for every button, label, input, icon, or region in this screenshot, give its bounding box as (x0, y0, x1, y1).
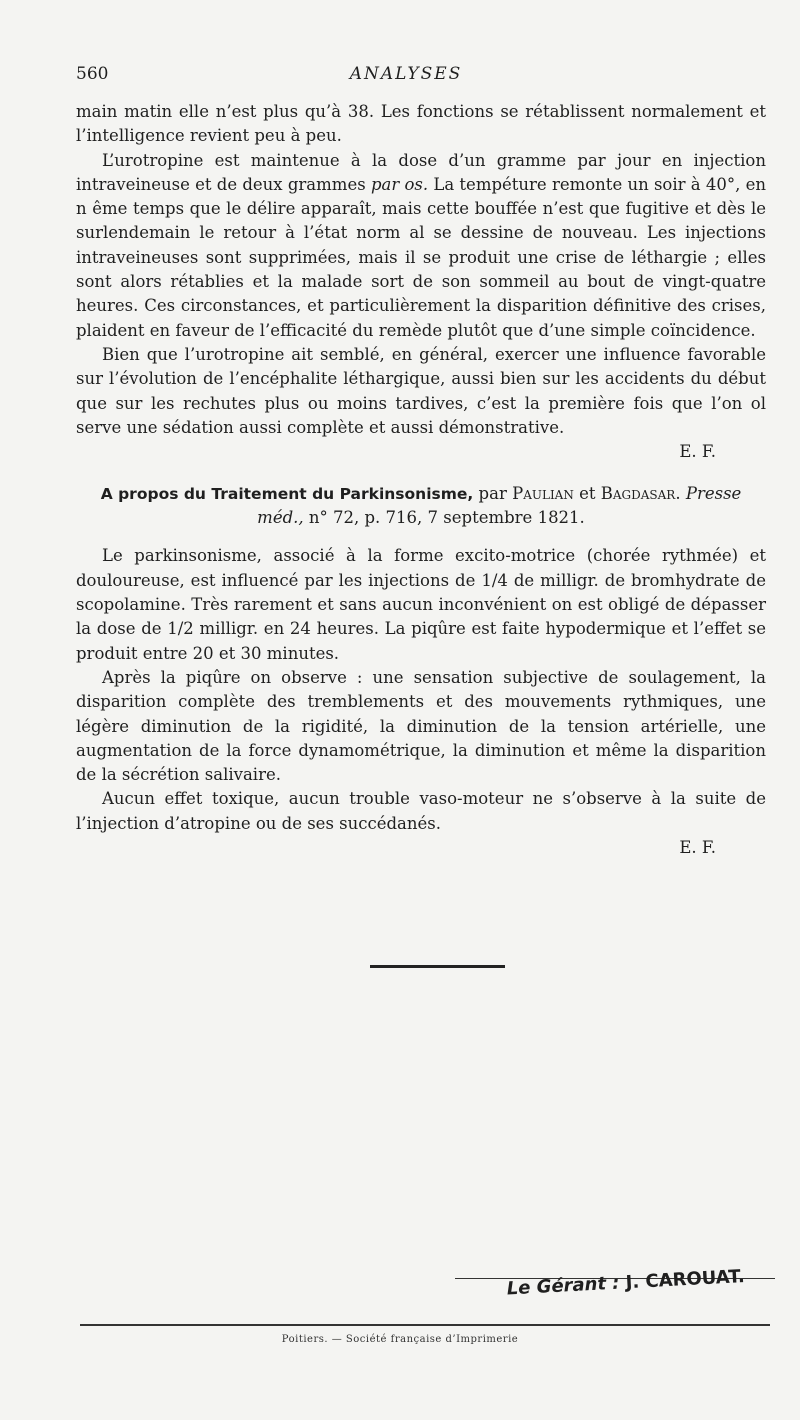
printer-imprint: Poitiers. — Société française d’Imprimerie (281, 1334, 519, 1345)
article-signature: E. F. (679, 838, 716, 858)
continuation-paragraph-1: main matin elle n’est plus qu’à 38. Les fonctions se rétablissent normalement et l’intelligence revient peu à peu. (76, 102, 766, 146)
gerant-signature: Le Gérant : J. CAROUAT. (506, 1266, 745, 1300)
continuation-paragraph-3: Bien que l’urotropine ait semblé, en général, exercer une influence favorable sur l’évolution de l’encéphalite léthargique, aussi bien sur les accidents du début que sur les rechutes plus ou moins tardives, c’est la première fois que l’on ol serve une sédation aussi complète et aussi démonstrative. (76, 344, 766, 437)
article-heading: A propos du Traitement du Parkinsonisme, par Paulian et Bagdasar. Presse méd., n° 72, p. 716, 7 septembre 1821. (100, 484, 742, 528)
author-1: Paulian (512, 484, 574, 504)
continuation-signature: E. F. (679, 442, 716, 462)
article-paragraph-1: Le parkinsonisme, associé à la forme excito-motrice (chorée rythmée) et douloureuse, est influencé par les injections de 1/4 de milligr. de bromhydrate de scopolamine. Très rarement et sans aucun inconvénient on est obligé de dépasser la dose de 1/2 milligr. en 24 heures. La piqûre est faite hypodermique et l’effet se produit entre 20 et 30 minutes. (76, 546, 766, 663)
gerant-block (455, 1262, 775, 1298)
footer-rule (80, 1324, 770, 1326)
running-header (76, 64, 736, 88)
article-paragraph-2: Après la piqûre on observe : une sensation subjective de soulagement, la disparition complète des tremblements et des mouvements rythmiques, une légère diminution de la rigidité, la diminution de la tension artérielle, une augmentation de la force dynamométrique, la diminution et même la disparition de la sécrétion salivaire. (76, 667, 766, 785)
journal-name: Presse méd., (257, 484, 742, 528)
body-text (76, 100, 766, 860)
running-title: ANALYSES (349, 64, 463, 84)
page-number: 560 (76, 64, 109, 84)
article-paragraph-3: Aucun effet toxique, aucun trouble vaso-moteur ne s’observe à la suite de l’injection d’atropine ou de ses succédanés. (76, 789, 766, 833)
continuation-paragraph-2: L’urotropine est maintenue à la dose d’un gramme par jour en injection intraveineuse et de deux grammes par os. La tempéture remonte un soir à 40°, en n ême temps que le délire apparaît, mais cette bouffée n’est que fugitive et dès le surlendemain le retour à l’état norm al se dessine de nouveau. Les injections intraveineuses sont supprimées, mais il se produit une crise de léthargie ; elles sont alors rétablies et la malade sort de son sommeil au bout de vingt-quatre heures. Ces circonstances, et particulièrement la disparition définitive des crises, plaident en faveur de l’efficacité du remède plutôt que d’une simple coïncidence. (76, 150, 767, 340)
article-title: A propos du Traitement du Parkinsonisme, (100, 485, 474, 504)
journal-reference: n° 72, p. 716, 7 septembre 1821. (303, 508, 585, 528)
author-2: Bagdasar. (600, 484, 681, 504)
section-end-rule (370, 965, 505, 968)
